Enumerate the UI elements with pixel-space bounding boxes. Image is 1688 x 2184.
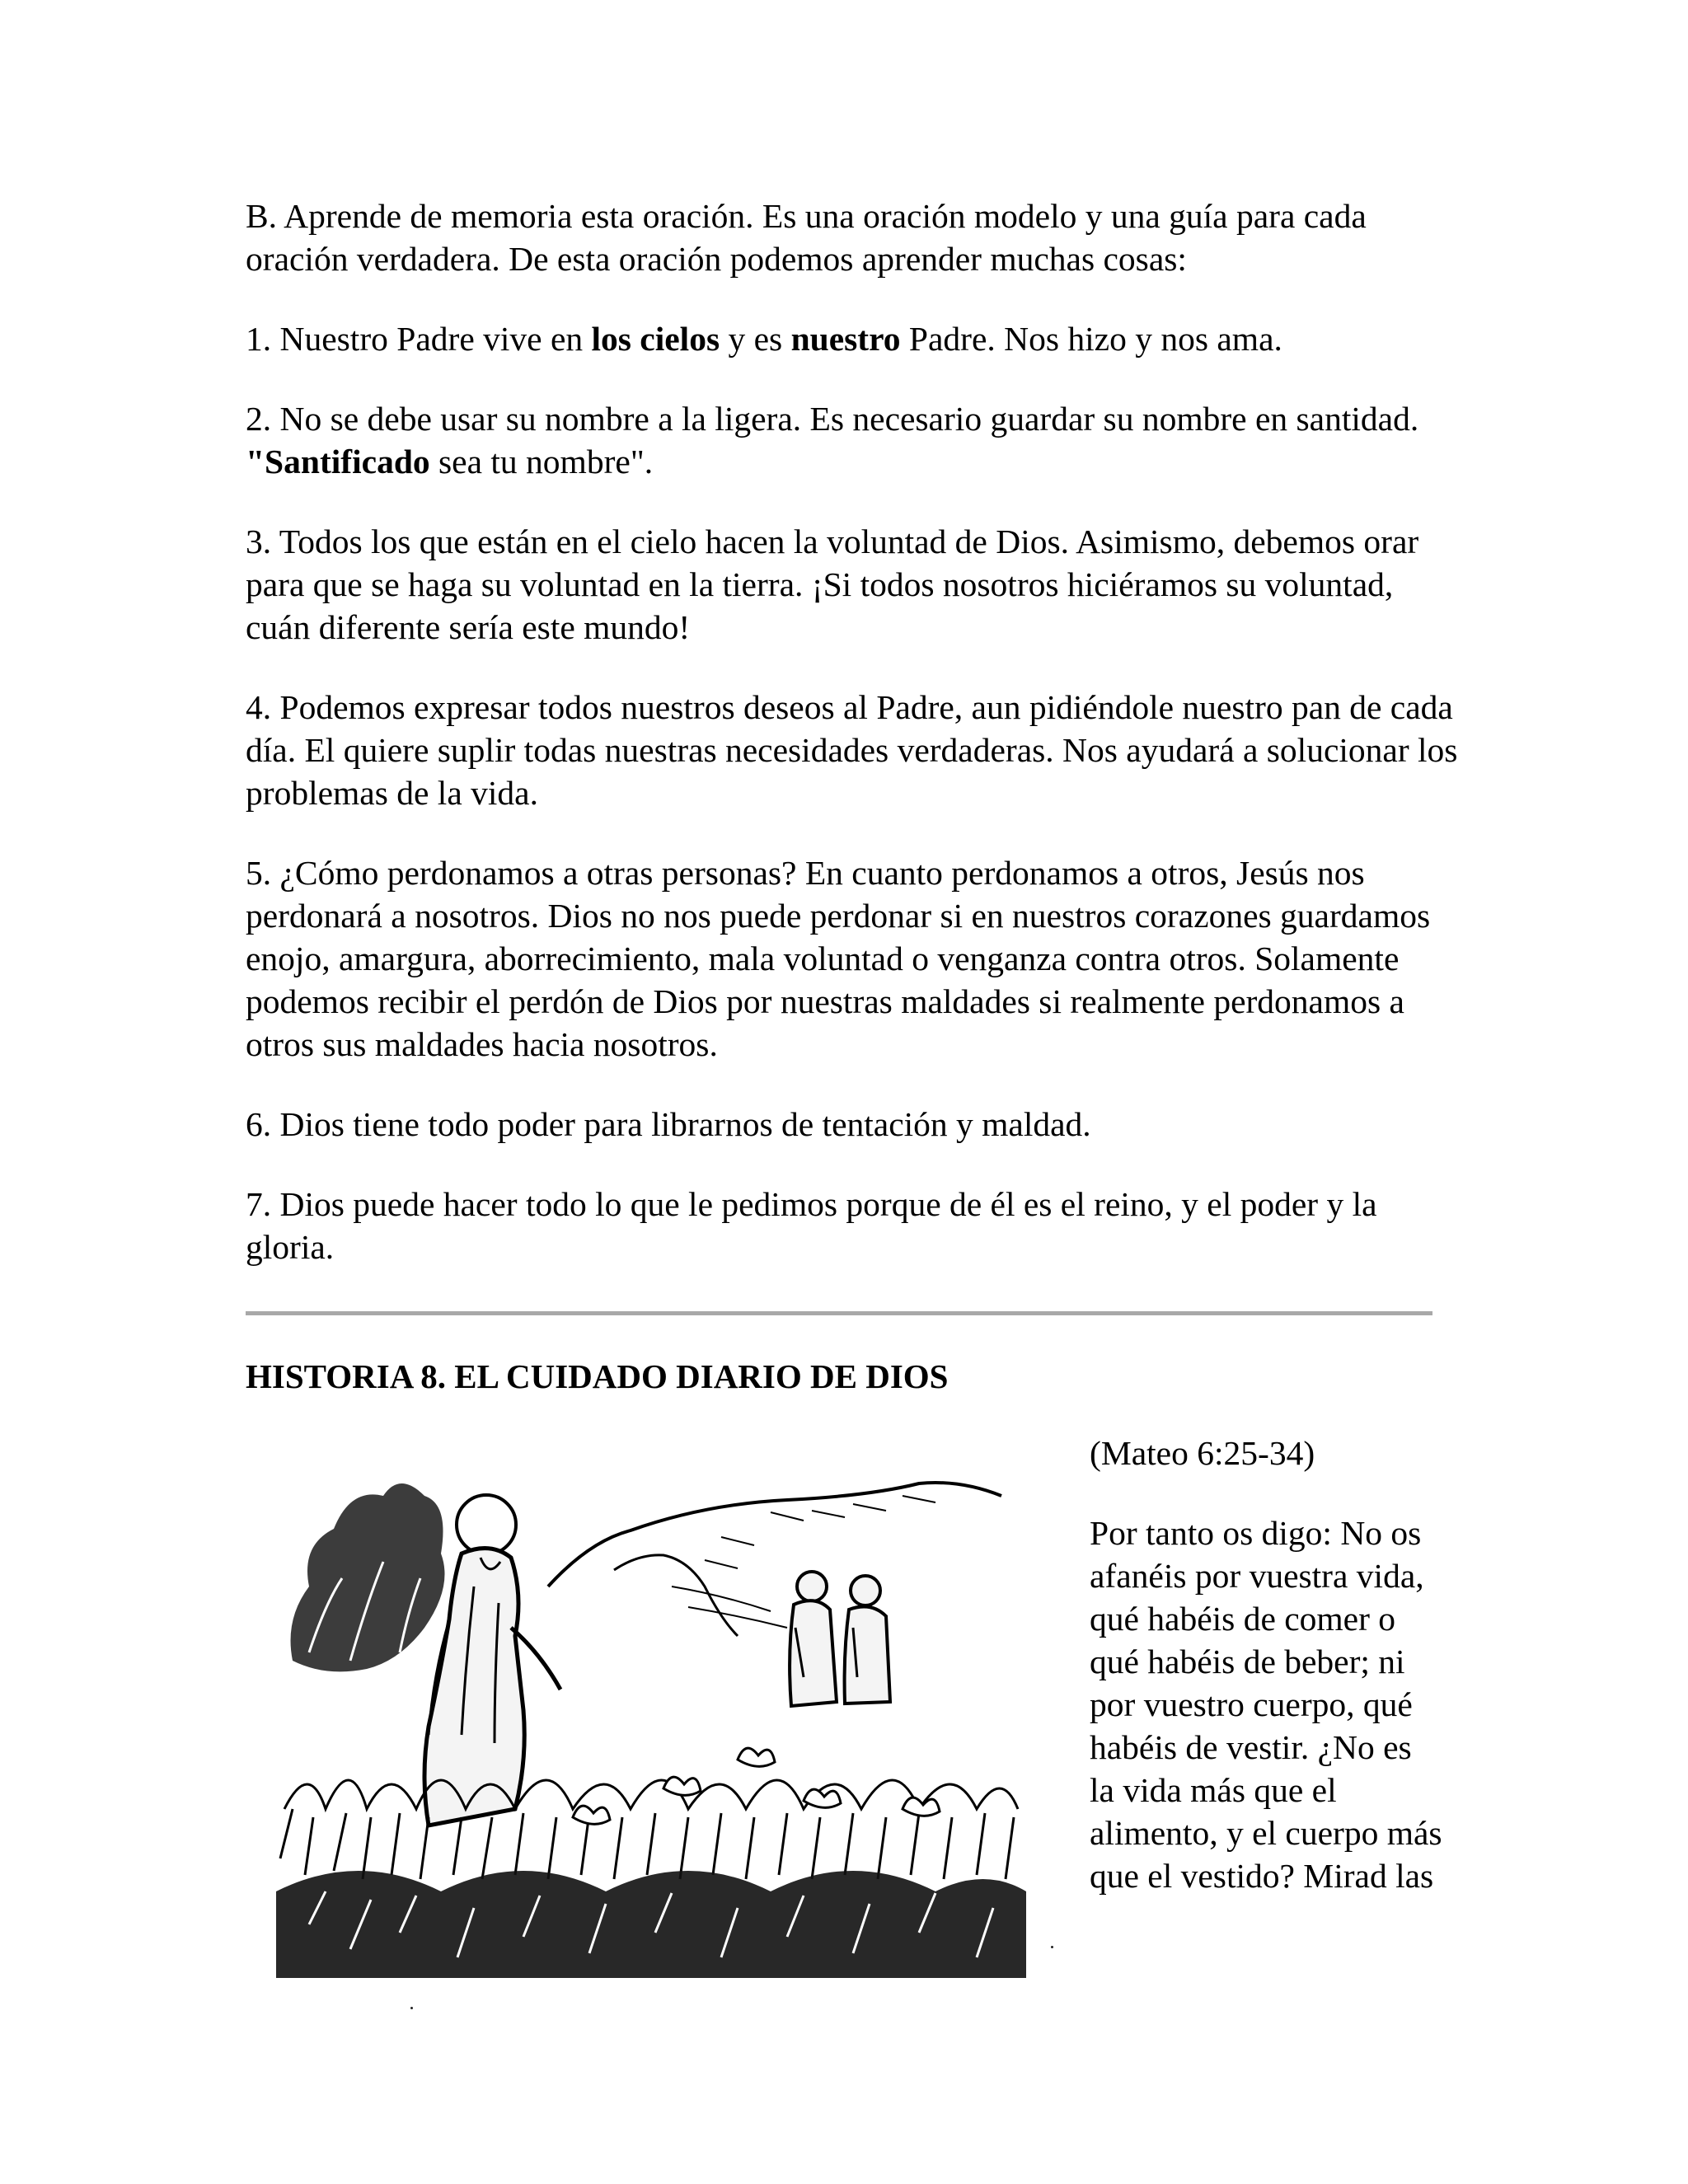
point-2-text-b: sea tu nombre". <box>429 443 654 480</box>
point-5: 5. ¿Cómo perdonamos a otras personas? En cuanto perdonamos a otros, Jesús nos perdonará a nosotros. Dios no nos puede perdonar si en nuestros corazones guardamos enojo, amargura, aborrecimiento, mala voluntad o venganza contra otros. Solamente podemos recibir el perdón de Dios por nuestras maldades si realmente perdonamos a otros sus maldades hacia nosotros. <box>246 854 1431 1063</box>
point-6: 6. Dios tiene todo poder para librarnos de tentación y maldad. <box>246 1105 1091 1143</box>
point-7: 7. Dios puede hacer todo lo que le pedimos porque de él es el reino, y el poder y la gloria. <box>246 1185 1377 1266</box>
point-1 <box>246 317 1465 360</box>
point-1-text-c: Padre. Nos hizo y nos ama. <box>900 320 1282 358</box>
point-3: 3. Todos los que están en el cielo hacen la voluntad de Dios. Asimismo, debemos orar para que se haga su voluntad en la tierra. ¡Si todos nosotros hiciéramos su voluntad, cuán diferente sería este mundo! <box>246 523 1419 646</box>
point-4: 4. Podemos expresar todos nuestros deseos al Padre, aun pidiéndole nuestro pan de cada día. El quiere suplir todas nuestras necesidades verdaderas. Nos ayudará a solucionar los problemas de la vida. <box>246 688 1458 812</box>
point-2-bold-santificado: "Santificado <box>246 443 430 480</box>
story-side-text <box>1090 1432 1444 1934</box>
point-1-bold-cielos: los cielos <box>591 320 720 358</box>
section-b-paragraph: B. Aprende de memoria esta oración. Es una oración modelo y una guía para cada oración verdadera. De esta oración podemos aprender muchas cosas: <box>246 197 1367 278</box>
field-illustration-icon <box>276 1463 1026 1978</box>
story-title: HISTORIA 8. EL CUIDADO DIARIO DE DIOS <box>246 1357 949 1395</box>
point-1-text-a: 1. Nuestro Padre vive en <box>246 320 592 358</box>
point-2-text-a: 2. No se debe usar su nombre a la ligera. Es necesario guardar su nombre en santidad. <box>246 400 1419 438</box>
scan-speck <box>410 2007 413 2009</box>
scan-speck <box>1051 1946 1053 1948</box>
point-2 <box>246 397 1465 483</box>
scripture-passage: Por tanto os digo: No os afanéis por vuestra vida, qué habéis de comer o qué habéis de beber; ni por vuestro cuerpo, qué habéis de vestir. ¿No es la vida más que el alimento, y el cuerpo más que el vestido? Mirad las <box>1090 1514 1442 1895</box>
lesson-text <box>246 194 1465 1305</box>
point-1-bold-nuestro: nuestro <box>790 320 901 358</box>
horizontal-divider <box>246 1311 1432 1315</box>
point-1-text-b: y es <box>720 320 791 358</box>
scripture-reference: (Mateo 6:25-34) <box>1090 1434 1315 1472</box>
